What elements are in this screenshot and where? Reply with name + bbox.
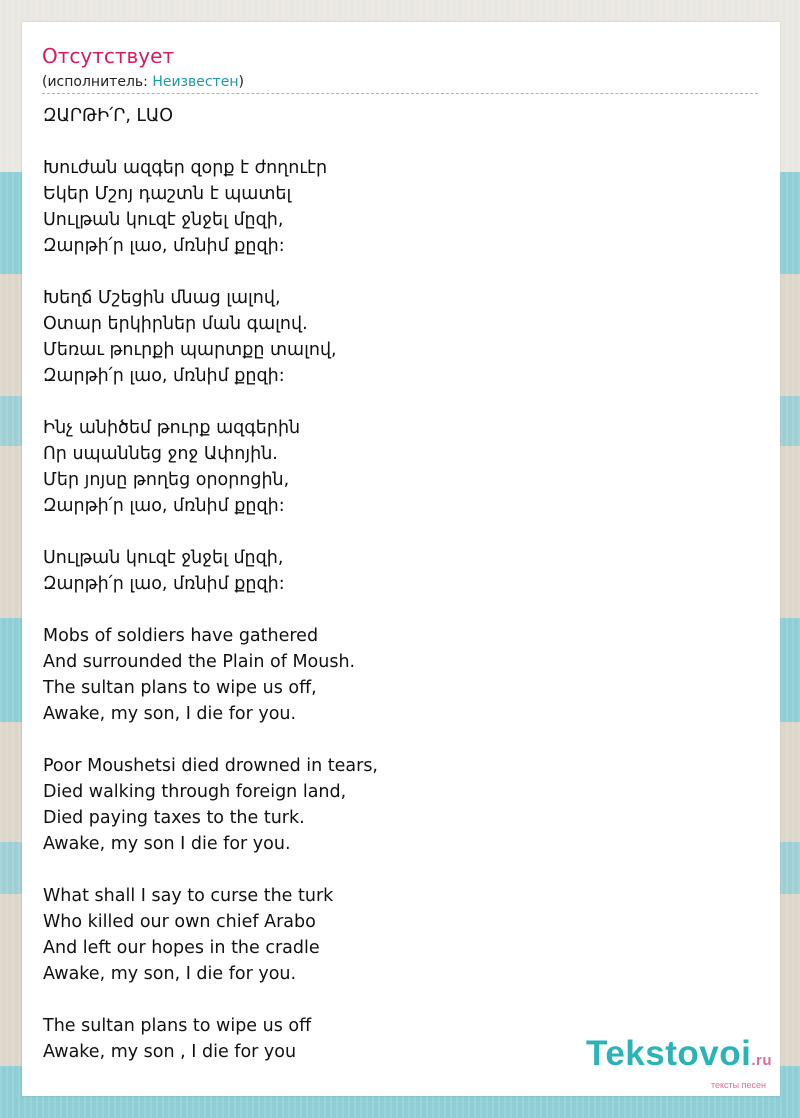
- stanza-break: [43, 987, 763, 1013]
- logo-wordmark: [586, 1035, 772, 1080]
- lyric-line: Խեղճ Մշեցին մնաց լալով,: [43, 288, 281, 308]
- site-logo[interactable]: [586, 1035, 772, 1090]
- lyric-line: Օտար երկիրներ ման գալով.: [43, 314, 308, 334]
- lyric-line: Awake, my son, I die for you.: [43, 704, 297, 724]
- lyrics-body: [43, 103, 763, 1065]
- lyric-line: And surrounded the Plain of Moush.: [43, 652, 356, 672]
- lyric-line: What shall I say to curse the turk: [43, 886, 334, 906]
- lyric-line: Որ սպաննեց ջոջ Ափոյին.: [43, 444, 278, 464]
- stanza-break: [43, 857, 763, 883]
- lyric-line: Մեր յոյսը թողեց օրօրոցին,: [43, 470, 290, 490]
- lyric-line: Who killed our own chief Arabo: [43, 912, 316, 932]
- lyric-line: The sultan plans to wipe us off: [43, 1016, 312, 1036]
- lyric-line: Եկեր Մշոյ դաշտն է պատել: [43, 184, 292, 204]
- lyric-line: ԶԱՐԹԻ՛Ր, ԼԱՕ: [43, 106, 174, 126]
- lyric-line: Awake, my son , I die for you: [43, 1042, 297, 1062]
- logo-tld: .ru: [751, 1052, 772, 1069]
- lyric-line: Սուլթան կուզէ ջնջել մըզի,: [43, 548, 284, 568]
- artist-suffix: ): [238, 74, 244, 90]
- lyric-line: Զարթի՛ր լաօ, մռնիմ քըզի:: [43, 574, 285, 594]
- lyric-line: Died paying taxes to the turk.: [43, 808, 305, 828]
- lyric-line: Զարթի՛ր լաօ, մռնիմ քըզի:: [43, 236, 285, 256]
- lyric-line: Mobs of soldiers have gathered: [43, 626, 319, 646]
- lyric-line: Ինչ անիծեմ թուրք ազգերին: [43, 418, 301, 438]
- lyric-line: Խուժան ազգեր զօրք է ժողուէր: [43, 158, 328, 178]
- song-title: Отсутствует: [42, 44, 175, 68]
- stanza-break: [43, 129, 763, 155]
- lyric-line: Died walking through foreign land,: [43, 782, 347, 802]
- lyrics-card: [22, 22, 780, 1096]
- lyric-line: Poor Moushetsi died drowned in tears,: [43, 756, 378, 776]
- stanza-break: [43, 597, 763, 623]
- lyric-line: And left our hopes in the cradle: [43, 938, 320, 958]
- artist-link[interactable]: Неизвестен: [152, 74, 239, 90]
- stanza-break: [43, 259, 763, 285]
- lyric-line: The sultan plans to wipe us off,: [43, 678, 317, 698]
- lyric-line: Awake, my son I die for you.: [43, 834, 291, 854]
- lyric-line: Սուլթան կուզէ ջնջել մըզի,: [43, 210, 284, 230]
- logo-name: Tekstovoi: [586, 1034, 752, 1073]
- lyric-line: Awake, my son, I die for you.: [43, 964, 297, 984]
- stanza-break: [43, 389, 763, 415]
- artist-line: [42, 73, 244, 91]
- logo-tagline: тексты песен: [710, 1080, 766, 1090]
- stanza-break: [43, 727, 763, 753]
- header-divider: [42, 93, 758, 94]
- lyric-line: Զարթի՛ր լաօ, մռնիմ քըզի:: [43, 496, 285, 516]
- lyric-line: Զարթի՛ր լաօ, մռնիմ քըզի:: [43, 366, 285, 386]
- lyric-line: Մեռաւ թուրքի պարտքը տալով,: [43, 340, 337, 360]
- stanza-break: [43, 519, 763, 545]
- artist-prefix: (исполнитель:: [42, 74, 153, 90]
